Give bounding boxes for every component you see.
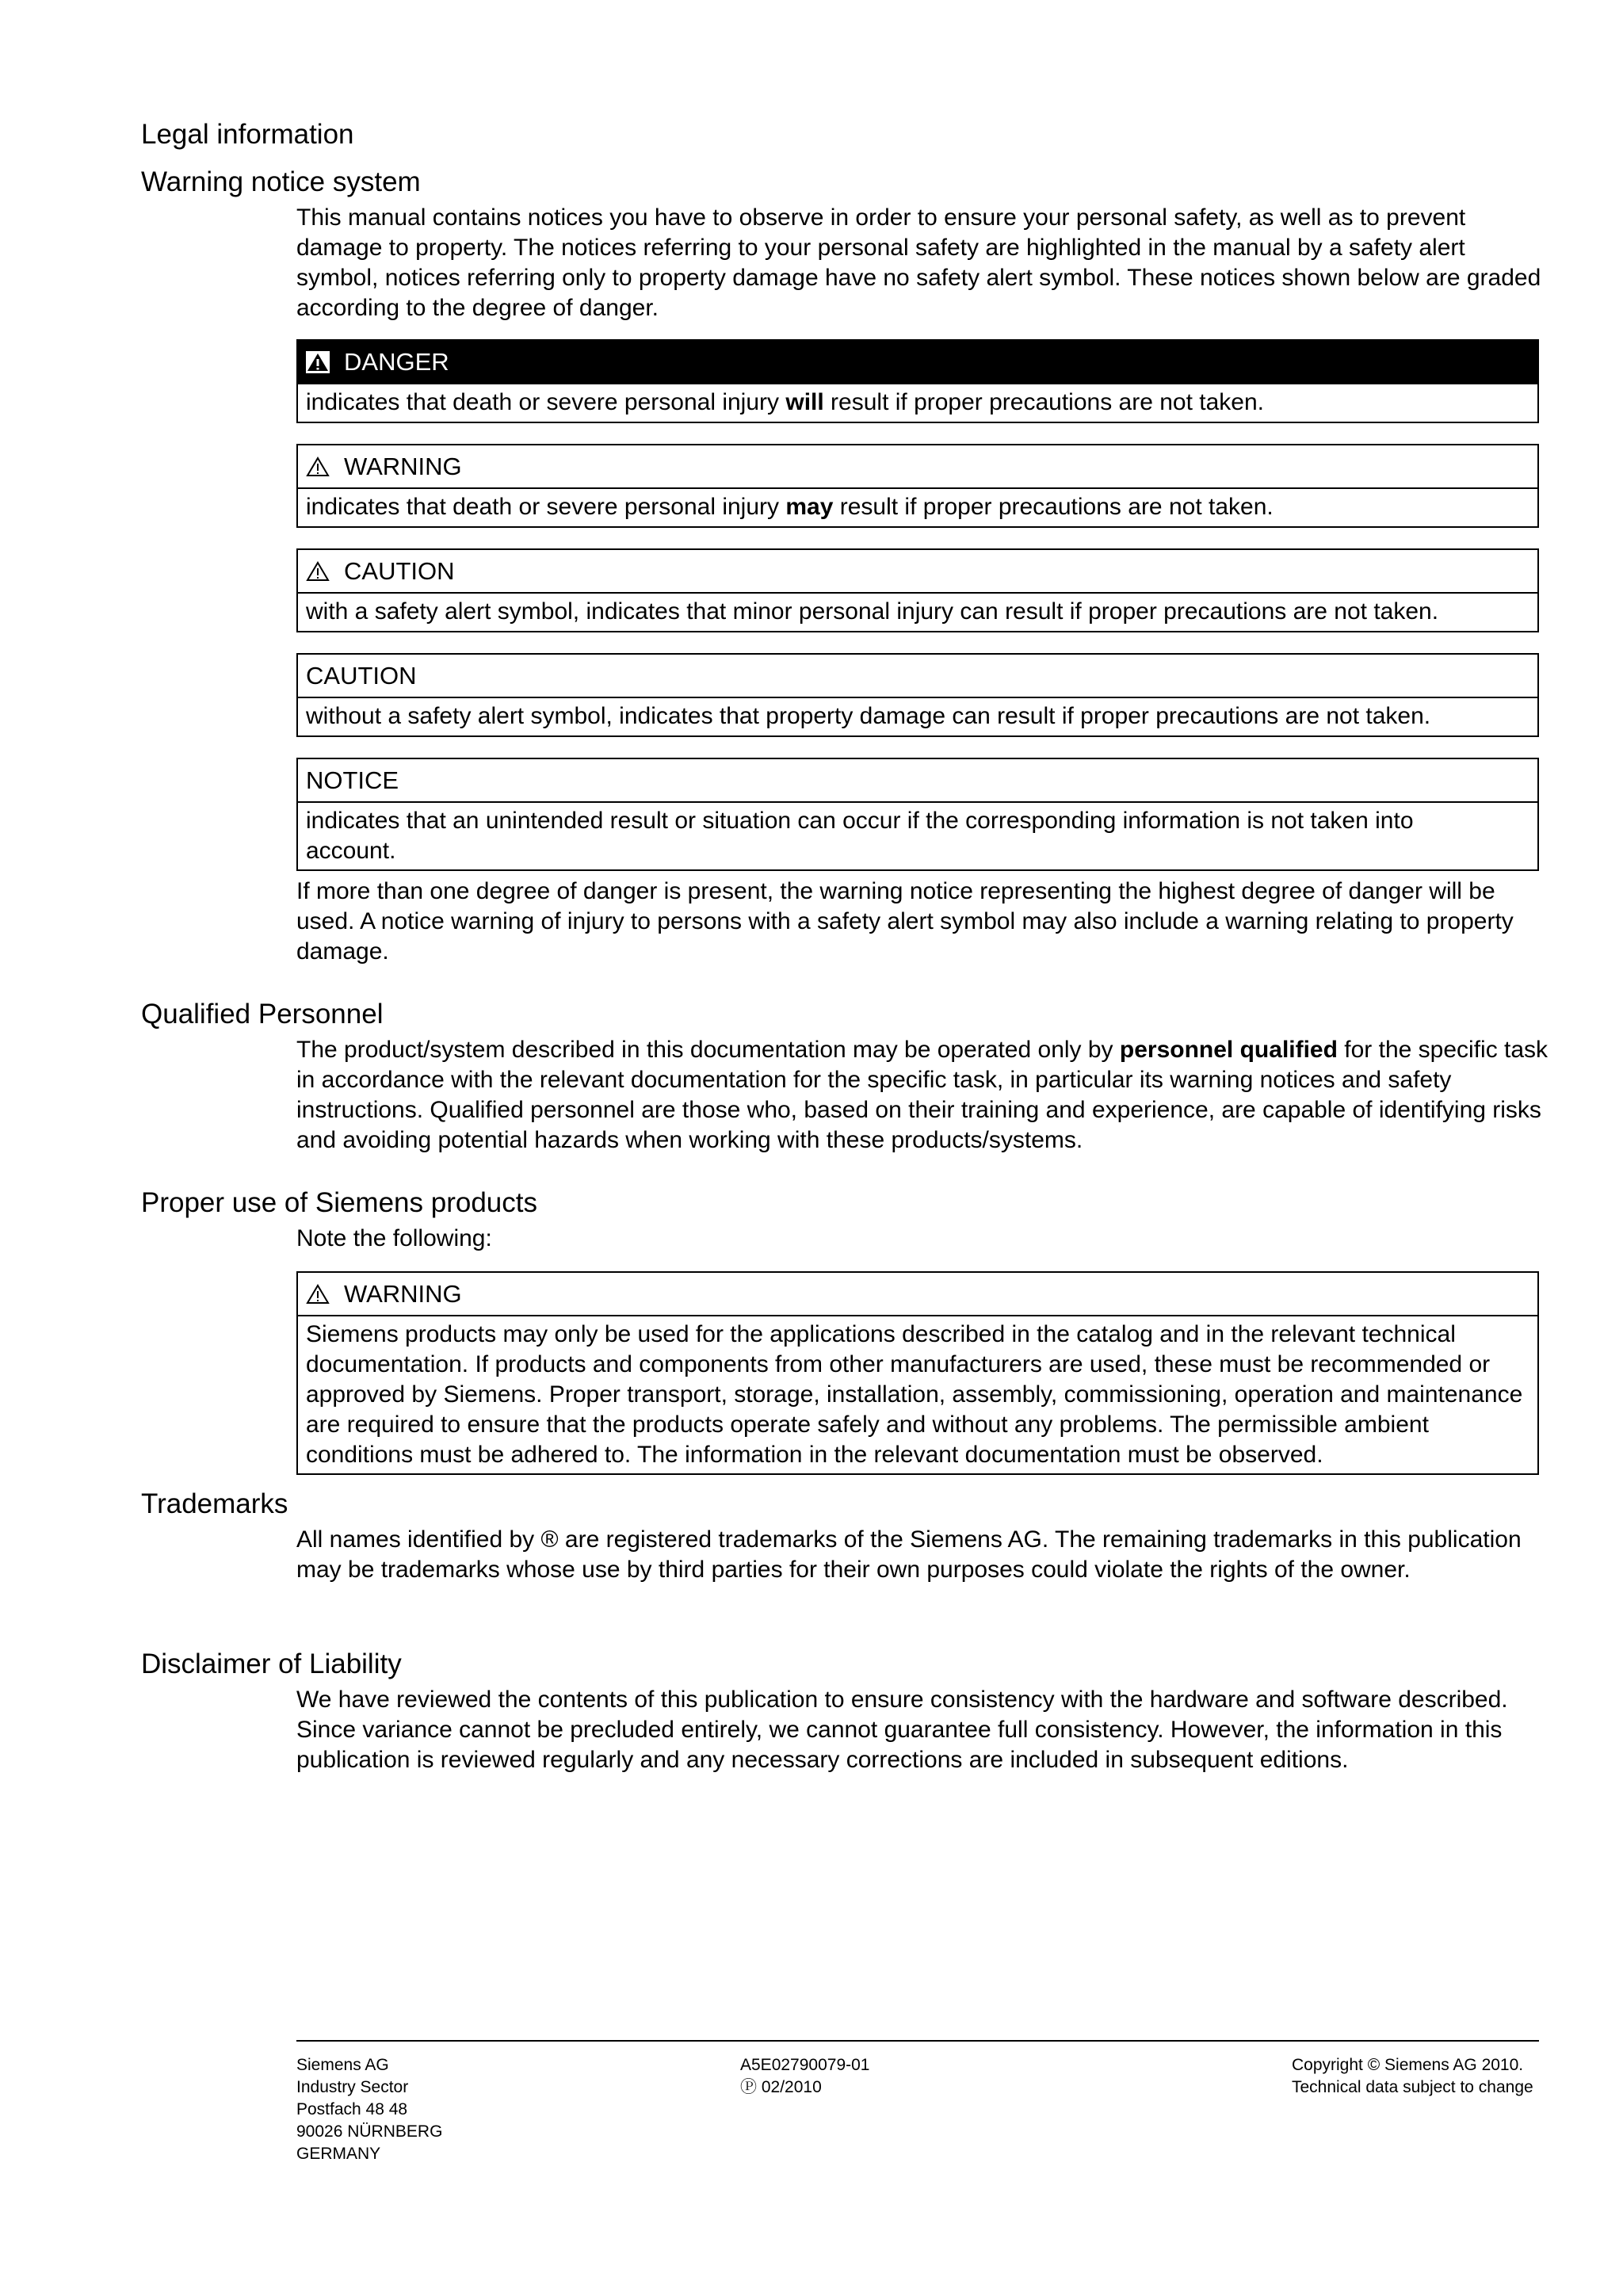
- warning-emphasis: may: [785, 494, 834, 520]
- notice-description: indicates that an unintended result or situation can occur if the corresponding information is not taken into account.: [306, 808, 1414, 864]
- heading-warning-notice-system: Warning notice system: [141, 166, 421, 197]
- footer-copyright: Copyright © Siemens AG 2010.: [1292, 2056, 1524, 2074]
- warning-description: indicates that death or severe personal injury may result if proper precautions are not taken.: [306, 494, 1274, 520]
- heading-proper-use: Proper use of Siemens products: [141, 1187, 537, 1218]
- caution-symbol-label: CAUTION: [344, 556, 455, 585]
- footer-subject-to-change: Technical data subject to change: [1292, 2078, 1533, 2096]
- footer-address-line: Industry Sector: [296, 2078, 409, 2096]
- proper-use-note: Note the following:: [296, 1225, 492, 1251]
- notice-notice: [296, 758, 1539, 871]
- footer-edition: Ⓟ 02/2010: [740, 2078, 822, 2096]
- proper-use-warning-label: WARNING: [344, 1279, 462, 1308]
- footer-copyright-block: [1292, 2054, 1533, 2099]
- caution-plain-label: CAUTION: [306, 661, 417, 690]
- warning-system-outro: If more than one degree of danger is present, the warning notice representing the highest degree of danger will be used. A notice warning of injury to persons with a safety alert symbol may also include a warning relating to property damage.: [296, 878, 1514, 965]
- warning-triangle-icon: [306, 1283, 330, 1305]
- notice-label: NOTICE: [306, 766, 399, 794]
- caution-plain-notice-header: [298, 655, 1537, 698]
- warning-triangle-icon: [306, 560, 330, 583]
- proper-use-warning-text: Siemens products may only be used for the applications described in the catalog and in the relevant technical documentation. If products and components from other manufacturers are used, these must be recommended or approved by Siemens. Proper transport, storage, installation, assembly, commissioning, operation and maintenance are required to ensure that the products operate safely and without any problems. The permissible ambient conditions must be adhered to. The information in the relevant documentation must be observed.: [306, 1321, 1523, 1468]
- qualified-personnel-text: The product/system described in this documentation may be operated only by personnel qualified for the specific task in accordance with the relevant documentation for the specific task, in particular its warning notices and safety instructions. Qualified personnel are those who, based on their training and experience, are capable of identifying risks and avoiding potential hazards when working with these products/systems.: [296, 1037, 1549, 1153]
- warning-triangle-icon: [306, 351, 330, 373]
- trademarks-text: All names identified by ® are registered trademarks of the Siemens AG. The remaining trademarks in this publication may be trademarks whose use by third parties for their own purposes could violate the rights of the owner.: [296, 1526, 1522, 1583]
- warning-system-intro: This manual contains notices you have to observe in order to ensure your personal safety, as well as to prevent damage to property. The notices referring to your personal safety are highlighted in the manual by a safety alert symbol, notices referring only to property damage have no safety alert symbol. These notices shown below are graded according to the degree of danger.: [296, 204, 1541, 321]
- warning-label: WARNING: [344, 452, 462, 480]
- qualified-emphasis: personnel qualified: [1119, 1037, 1338, 1063]
- heading-disclaimer: Disclaimer of Liability: [141, 1648, 402, 1679]
- notice-notice-header: [298, 759, 1537, 803]
- danger-label: DANGER: [344, 347, 449, 376]
- footer-address-line: GERMANY: [296, 2145, 381, 2163]
- warning-notice-header: [298, 445, 1537, 489]
- footer-address-line: Siemens AG: [296, 2056, 389, 2074]
- danger-notice: [296, 339, 1539, 423]
- footer-document-info: [740, 2054, 869, 2099]
- danger-description: indicates that death or severe personal injury will result if proper precautions are not taken.: [306, 389, 1265, 415]
- footer-divider: [296, 2040, 1539, 2042]
- proper-use-warning-notice: [296, 1271, 1539, 1475]
- caution-plain-notice: [296, 653, 1539, 737]
- warning-notice: [296, 444, 1539, 528]
- footer-address: [296, 2054, 442, 2165]
- proper-use-warning-header: [298, 1273, 1537, 1316]
- caution-symbol-notice: [296, 548, 1539, 632]
- footer-address-line: Postfach 48 48: [296, 2100, 408, 2118]
- footer-address-line: 90026 NÜRNBERG: [296, 2122, 443, 2141]
- caution-symbol-description: with a safety alert symbol, indicates that minor personal injury can result if proper precautions are not taken.: [306, 598, 1439, 625]
- page-title: Legal information: [141, 119, 354, 150]
- heading-trademarks: Trademarks: [141, 1488, 288, 1519]
- heading-qualified-personnel: Qualified Personnel: [141, 999, 384, 1030]
- danger-notice-header: [298, 341, 1537, 384]
- caution-symbol-notice-header: [298, 550, 1537, 594]
- disclaimer-text: We have reviewed the contents of this publication to ensure consistency with the hardware and software described. Since variance cannot be precluded entirely, we cannot guarantee full consistency. However, the information in this publication is reviewed regularly and any necessary corrections are included in subsequent editions.: [296, 1687, 1508, 1773]
- caution-plain-description: without a safety alert symbol, indicates that property damage can result if proper precautions are not taken.: [306, 703, 1431, 729]
- danger-emphasis: will: [785, 389, 824, 415]
- warning-triangle-icon: [306, 456, 330, 478]
- footer-order-number: A5E02790079-01: [740, 2056, 870, 2074]
